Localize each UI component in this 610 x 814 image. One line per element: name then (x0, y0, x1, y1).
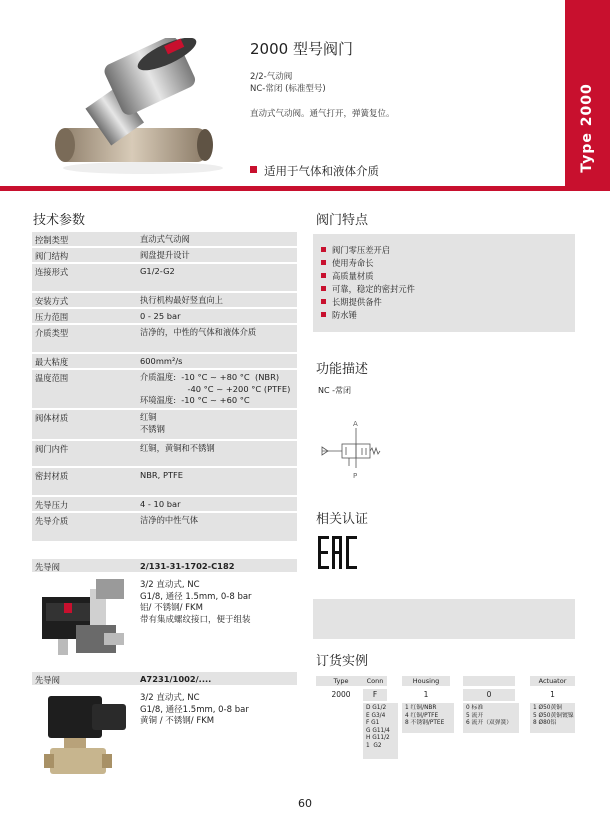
bullet-icon (321, 260, 326, 265)
bullet-icon (321, 312, 326, 317)
spec-value: 4 - 10 bar (140, 499, 181, 509)
spec-row (32, 513, 297, 541)
spec-key: 先导压力 (35, 500, 69, 510)
spec-value: NBR, PTFE (140, 470, 184, 480)
pilot-valve-bar (32, 559, 297, 572)
order-header-conn: Conn (363, 676, 387, 686)
function-mode: NC -常闭 (318, 386, 351, 395)
spec-key: 控制类型 (35, 235, 69, 245)
order-value-actuator: 1 (550, 690, 555, 699)
spec-row (32, 264, 297, 291)
bullet-icon (321, 299, 326, 304)
order-value-conn: F (363, 689, 387, 701)
spec-value: 600mm²/s (140, 356, 183, 366)
spec-row (32, 441, 297, 466)
spec-row (32, 248, 297, 262)
pilot-description: 3/2 直动式, NC G1/8, 通径 1.5mm, 0-8 bar 铝/ 不锈钢/ FKM 带有集成螺纹接口，便于组装 (140, 580, 252, 625)
spec-title: 技术参数 (33, 213, 86, 228)
pilot-valve-image (42, 690, 132, 785)
order-header-actuator: Actuator (530, 676, 575, 686)
spec-key: 阀门内件 (35, 444, 69, 454)
order-options-housing: 1 红铜/NBR 4 红铜/PTFE 8 不锈钢/PTEE (402, 703, 454, 733)
spec-key: 先导介质 (35, 516, 69, 526)
spec-row (32, 354, 297, 368)
spec-row (32, 325, 297, 352)
order-options-flow: 0 标准 5 流开 6 流开（双弹簧） (463, 703, 519, 733)
spec-key: 最大粘度 (35, 357, 69, 367)
valve-description: 直动式气动阀。通气打开，弹簧复位。 (250, 109, 395, 119)
spec-key: 介质类型 (35, 328, 69, 338)
port-p-label: P (353, 472, 358, 480)
spec-value: 执行机构最好竖直向上 (140, 295, 223, 305)
feature-item: 阀门零压差开启 (321, 244, 390, 256)
spec-row (32, 468, 297, 495)
spec-value: G1/2-G2 (140, 266, 175, 276)
certification-title: 相关认证 (316, 512, 369, 527)
spec-value: 红铜，黄铜和不锈钢 (140, 443, 215, 453)
pilot-valve-bar (32, 672, 297, 685)
spec-value: 阀盘提升设计 (140, 250, 190, 260)
pilot-label: 先导阀 (35, 675, 60, 685)
feature-item: 使用寿命长 (321, 257, 374, 269)
feature-item: 高质量材质 (321, 270, 374, 282)
spec-row (32, 309, 297, 323)
order-options-conn: D G1/2 E G3/4 F G1 G G11/4 H G11/2 1 G2 (363, 703, 398, 759)
order-value-type: 2000 (331, 690, 351, 699)
spec-key: 阀门结构 (35, 251, 69, 261)
spec-value: 洁净的，中性的气体和液体介质 (140, 327, 257, 337)
feature-item: 长期提供备件 (321, 296, 382, 308)
features-title: 阀门特点 (316, 213, 369, 228)
pilot-label: 先导阀 (35, 562, 60, 572)
type-side-tab (565, 0, 610, 186)
bullet-square-icon (250, 166, 257, 173)
spec-key: 密封材质 (35, 471, 69, 481)
header-divider (0, 186, 610, 191)
spec-value: 直动式气动阀 (140, 234, 190, 244)
eac-certification-mark (318, 536, 358, 569)
order-header-housing: Housing (402, 676, 450, 686)
features-list (313, 234, 575, 332)
order-options-actuator: 1 Ø50黄铜 5 Ø50黄铜镀镍 8 Ø80铝 (530, 703, 575, 733)
order-header-flow (463, 676, 515, 686)
feature-item: 可靠，稳定的密封元件 (321, 283, 415, 295)
pilot-code: 2/131-31-1702-C182 (140, 561, 235, 571)
spec-value: 红铜 不锈钢 (140, 412, 165, 434)
spec-key: 压力范围 (35, 312, 69, 322)
spec-row (32, 293, 297, 307)
spec-key: 安装方式 (35, 296, 69, 306)
bullet-icon (321, 286, 326, 291)
port-a-label: A (353, 420, 358, 428)
spec-value: 洁净的中性气体 (140, 515, 199, 525)
order-header-type: Type (316, 676, 366, 686)
valve-product-image (55, 38, 230, 178)
order-value-housing: 1 (423, 690, 429, 699)
spec-value: 介质温度: -10 °C ~ +80 °C (NBR) -40 °C ~ +200 °C (PTFE) 环境温度: -10 °C ~ +60 °C (140, 372, 291, 405)
feature-item: 防水锤 (321, 309, 357, 321)
spec-key: 温度范围 (35, 373, 69, 383)
spec-row (32, 370, 297, 408)
page-number: 60 (298, 797, 312, 810)
spec-row (32, 410, 297, 439)
spec-key: 阀体材质 (35, 413, 69, 423)
bullet-icon (321, 247, 326, 252)
valve-symbol-diagram (318, 420, 382, 492)
order-value-flow: 0 (463, 689, 515, 701)
pilot-code: A7231/1002/.... (140, 674, 212, 684)
pilot-description: 3/2 直动式, NC G1/8, 通径1.5mm, 0-8 bar 黄铜 / 不锈钢/ FKM (140, 693, 249, 726)
type-label: Type 2000 (579, 83, 595, 173)
certification-panel (313, 599, 575, 639)
spec-key: 连接形式 (35, 267, 69, 277)
media-tagline: 适用于气体和液体介质 (264, 164, 379, 178)
page-title: 2000 型号阀门 (250, 40, 353, 58)
function-title: 功能描述 (316, 362, 369, 377)
ordering-title: 订货实例 (316, 654, 369, 669)
spec-row (32, 497, 297, 511)
spec-row (32, 232, 297, 246)
pilot-valve-image (38, 575, 128, 663)
spec-value: 0 - 25 bar (140, 311, 181, 321)
bullet-icon (321, 273, 326, 278)
valve-function-line: 2/2-气动阀 (250, 72, 293, 82)
valve-variant-line: NC-常闭 (标准型号) (250, 84, 326, 94)
